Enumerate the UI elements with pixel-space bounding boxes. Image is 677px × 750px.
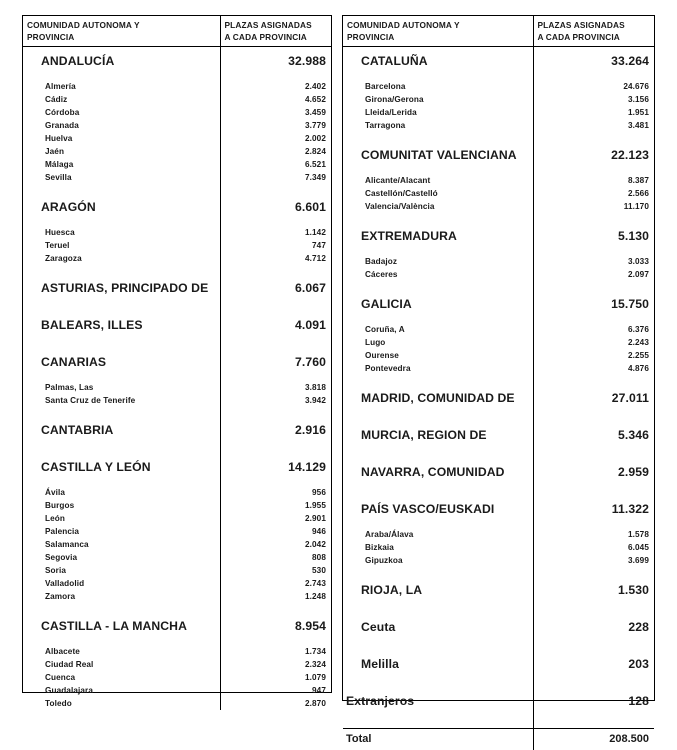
province-value: 2.002 — [305, 133, 326, 143]
table-row-region — [343, 222, 654, 250]
spacer-cell — [23, 444, 220, 453]
province-value: 6.521 — [305, 159, 326, 169]
province-value: 2.743 — [305, 578, 326, 588]
province-label: Tarragona — [343, 119, 533, 132]
province-label: Salamanca — [23, 538, 220, 551]
province-label: Ciudad Real — [23, 658, 220, 671]
province-label: Teruel — [23, 239, 220, 252]
table-row-region — [343, 290, 654, 318]
region-value: 6.067 — [295, 280, 326, 295]
province-value: 956 — [312, 487, 326, 497]
total-label: Total — [343, 729, 533, 750]
spacer-cell — [533, 213, 654, 222]
province-value: 1.734 — [305, 646, 326, 656]
region-value: 8.954 — [295, 618, 326, 633]
region-label: NAVARRA, COMUNIDAD — [343, 458, 533, 486]
region-value: 1.530 — [618, 582, 649, 597]
province-label: Albacete — [23, 645, 220, 658]
table-row-province — [343, 106, 654, 119]
region-label: ARAGÓN — [23, 193, 220, 221]
province-label: Badajoz — [343, 255, 533, 268]
region-value: 128 — [628, 693, 649, 708]
spacer-cell — [220, 184, 331, 193]
table-row-region — [343, 576, 654, 604]
spacer-cell — [343, 715, 533, 729]
region-value: 22.123 — [611, 147, 649, 162]
province-value: 2.870 — [305, 698, 326, 708]
table-row-province — [343, 119, 654, 132]
table-right-body — [343, 47, 654, 750]
table-row-province — [343, 268, 654, 281]
table-row-region — [23, 453, 331, 481]
province-value: 2.901 — [305, 513, 326, 523]
province-label: Pontevedra — [343, 362, 533, 375]
province-label: Girona/Gerona — [343, 93, 533, 106]
spacer-cell — [533, 567, 654, 576]
table-row-province — [23, 577, 331, 590]
spacer-row — [343, 567, 654, 576]
region-label: CATALUÑA — [343, 47, 533, 75]
header-row — [343, 16, 654, 47]
header-comunidad-line1: COMUNIDAD AUTONOMA Y — [27, 20, 140, 30]
table-row-province — [23, 512, 331, 525]
region-label: Ceuta — [343, 613, 533, 641]
spacer-cell — [343, 281, 533, 290]
province-value: 1.578 — [628, 529, 649, 539]
spacer-cell — [343, 604, 533, 613]
spacer-cell — [343, 486, 533, 495]
spacer-cell — [23, 339, 220, 348]
province-label: Lugo — [343, 336, 533, 349]
province-value: 24.676 — [623, 81, 649, 91]
region-value: 11.322 — [611, 501, 649, 516]
spacer-cell — [533, 132, 654, 141]
region-label: ASTURIAS, PRINCIPADO DE — [23, 274, 220, 302]
table-row-province — [23, 252, 331, 265]
province-label: Guadalajara — [23, 684, 220, 697]
table-row-province — [343, 80, 654, 93]
province-label: Ávila — [23, 486, 220, 499]
spacer-row — [23, 302, 331, 311]
region-label: RIOJA, LA — [343, 576, 533, 604]
province-label: Toledo — [23, 697, 220, 710]
table-row-province — [343, 336, 654, 349]
province-label: Alicante/Alacant — [343, 174, 533, 187]
spacer-cell — [220, 603, 331, 612]
region-label: MADRID, COMUNIDAD DE — [343, 384, 533, 412]
header-cell-comunidad — [23, 16, 220, 47]
table-row-province — [23, 394, 331, 407]
region-value: 2.916 — [295, 422, 326, 437]
province-label: Cuenca — [23, 671, 220, 684]
province-label: Zamora — [23, 590, 220, 603]
province-label: Santa Cruz de Tenerife — [23, 394, 220, 407]
table-row-region — [343, 141, 654, 169]
province-value: 11.170 — [623, 201, 649, 211]
spacer-cell — [533, 715, 654, 729]
region-label: MURCIA, REGION DE — [343, 421, 533, 449]
province-label: Jaén — [23, 145, 220, 158]
header-row — [23, 16, 331, 47]
spacer-cell — [533, 678, 654, 687]
spacer-row — [343, 412, 654, 421]
province-value: 2.255 — [628, 350, 649, 360]
spacer-cell — [533, 604, 654, 613]
region-value: 5.346 — [618, 427, 649, 442]
table-row-province — [23, 671, 331, 684]
table-row-province — [343, 323, 654, 336]
province-label: Sevilla — [23, 171, 220, 184]
province-value: 3.779 — [305, 120, 326, 130]
region-value: 14.129 — [288, 459, 326, 474]
province-label: Barcelona — [343, 80, 533, 93]
region-value: 7.760 — [295, 354, 326, 369]
table-right-header — [343, 16, 654, 47]
province-label: Córdoba — [23, 106, 220, 119]
province-label: Gipuzkoa — [343, 554, 533, 567]
region-value: 2.959 — [618, 464, 649, 479]
table-row-region — [343, 421, 654, 449]
table-row-province — [23, 658, 331, 671]
spacer-row — [343, 678, 654, 687]
table-right-grid — [343, 16, 654, 750]
plazas-table-left — [22, 15, 332, 708]
table-row-province — [343, 349, 654, 362]
spacer-cell — [533, 281, 654, 290]
spacer-cell — [343, 412, 533, 421]
region-value: 4.091 — [295, 317, 326, 332]
spacer-cell — [343, 375, 533, 384]
header-cell-plazas — [220, 16, 331, 47]
table-row-province — [23, 239, 331, 252]
province-value: 1.248 — [305, 591, 326, 601]
region-label: Melilla — [343, 650, 533, 678]
province-value: 7.349 — [305, 172, 326, 182]
region-value: 5.130 — [618, 228, 649, 243]
spacer-row — [343, 281, 654, 290]
table-row-province — [343, 93, 654, 106]
region-label: CANTABRIA — [23, 416, 220, 444]
table-row-province — [23, 684, 331, 697]
region-label: BALEARS, ILLES — [23, 311, 220, 339]
table-row-province — [23, 119, 331, 132]
province-label: Lleida/Lerida — [343, 106, 533, 119]
spacer-cell — [23, 184, 220, 193]
spacer-row — [23, 407, 331, 416]
table-row-province — [343, 187, 654, 200]
province-value: 3.818 — [305, 382, 326, 392]
spacer-cell — [23, 265, 220, 274]
spacer-row — [23, 184, 331, 193]
table-row-province — [343, 255, 654, 268]
province-label: Castellón/Castelló — [343, 187, 533, 200]
spacer-cell — [220, 444, 331, 453]
province-value: 4.712 — [305, 253, 326, 263]
province-value: 2.566 — [628, 188, 649, 198]
region-value: 203 — [628, 656, 649, 671]
province-value: 947 — [312, 685, 326, 695]
province-label: Soria — [23, 564, 220, 577]
table-row-province — [23, 80, 331, 93]
table-row-province — [23, 564, 331, 577]
table-row-region — [23, 274, 331, 302]
table-row-region — [343, 613, 654, 641]
plazas-table-right — [342, 15, 655, 746]
province-label: Segovia — [23, 551, 220, 564]
table-row-region — [343, 384, 654, 412]
spacer-row — [343, 641, 654, 650]
spacer-cell — [23, 603, 220, 612]
spacer-cell — [343, 567, 533, 576]
header-cell-plazas — [533, 16, 654, 47]
region-value: 33.264 — [611, 53, 649, 68]
table-row-region — [23, 348, 331, 376]
table-row-region — [23, 612, 331, 640]
table-row-province — [23, 171, 331, 184]
province-value: 747 — [312, 240, 326, 250]
province-label: Huesca — [23, 226, 220, 239]
spacer-cell — [220, 302, 331, 311]
header-plazas-line2: A CADA PROVINCIA — [224, 31, 307, 42]
province-label: León — [23, 512, 220, 525]
spacer-row — [343, 375, 654, 384]
province-label: Cádiz — [23, 93, 220, 106]
table-row-region — [23, 193, 331, 221]
table-row-province — [343, 528, 654, 541]
header-cell-comunidad — [343, 16, 533, 47]
table-row-region — [23, 416, 331, 444]
province-value: 6.376 — [628, 324, 649, 334]
table-row-province — [343, 174, 654, 187]
table-row-province — [23, 499, 331, 512]
region-label: ANDALUCÍA — [23, 47, 220, 75]
province-value: 4.652 — [305, 94, 326, 104]
spacer-cell — [343, 132, 533, 141]
province-label: Valladolid — [23, 577, 220, 590]
province-label: Coruña, A — [343, 323, 533, 336]
province-value: 2.824 — [305, 146, 326, 156]
province-label: Málaga — [23, 158, 220, 171]
table-row-province — [343, 362, 654, 375]
province-label: Burgos — [23, 499, 220, 512]
spacer-cell — [533, 449, 654, 458]
province-value: 1.951 — [628, 107, 649, 117]
header-plazas-line1: PLAZAS ASIGNADAS — [537, 20, 625, 30]
province-label: Cáceres — [343, 268, 533, 281]
spacer-cell — [220, 339, 331, 348]
province-value: 3.156 — [628, 94, 649, 104]
province-value: 1.955 — [305, 500, 326, 510]
province-value: 808 — [312, 552, 326, 562]
province-label: Palmas, Las — [23, 381, 220, 394]
province-value: 2.402 — [305, 81, 326, 91]
province-value: 3.459 — [305, 107, 326, 117]
spacer-cell — [533, 412, 654, 421]
spacer-row — [343, 486, 654, 495]
province-value: 2.243 — [628, 337, 649, 347]
table-row-province — [23, 551, 331, 564]
table-row-region — [343, 650, 654, 678]
province-value: 3.033 — [628, 256, 649, 266]
header-comunidad-line1: COMUNIDAD AUTONOMA Y — [347, 20, 460, 30]
spacer-cell — [220, 265, 331, 274]
province-label: Palencia — [23, 525, 220, 538]
province-value: 3.699 — [628, 555, 649, 565]
table-row-province — [23, 525, 331, 538]
table-row-province — [23, 158, 331, 171]
spacer-row — [23, 339, 331, 348]
province-label: Valencia/València — [343, 200, 533, 213]
header-plazas-line1: PLAZAS ASIGNADAS — [224, 20, 312, 30]
table-row-province — [23, 645, 331, 658]
spacer-cell — [343, 641, 533, 650]
table-row-province — [23, 486, 331, 499]
spacer-row — [343, 449, 654, 458]
province-value: 2.324 — [305, 659, 326, 669]
province-label: Zaragoza — [23, 252, 220, 265]
region-label: Extranjeros — [343, 687, 533, 715]
table-row-province — [343, 554, 654, 567]
table-left-header — [23, 16, 331, 47]
province-value: 4.876 — [628, 363, 649, 373]
table-row-region — [343, 687, 654, 715]
region-label: CASTILLA - LA MANCHA — [23, 612, 220, 640]
province-value: 1.079 — [305, 672, 326, 682]
table-row-region — [343, 47, 654, 75]
table-row-province — [23, 590, 331, 603]
spacer-cell — [220, 407, 331, 416]
spacer-cell — [533, 641, 654, 650]
spacer-row — [23, 603, 331, 612]
spacer-cell — [343, 449, 533, 458]
spacer-row — [343, 132, 654, 141]
spacer-row — [23, 444, 331, 453]
region-value: 6.601 — [295, 199, 326, 214]
table-left-body — [23, 47, 331, 710]
province-value: 1.142 — [305, 227, 326, 237]
table-row-province — [23, 226, 331, 239]
table-row-province — [343, 541, 654, 554]
table-row-total — [343, 729, 654, 750]
region-value: 228 — [628, 619, 649, 634]
spacer-cell — [533, 486, 654, 495]
table-row-province — [23, 106, 331, 119]
region-label: COMUNITAT VALENCIANA — [343, 141, 533, 169]
header-plazas-line2: A CADA PROVINCIA — [537, 31, 620, 42]
region-label: PAÍS VASCO/EUSKADI — [343, 495, 533, 523]
region-label: CANARIAS — [23, 348, 220, 376]
spacer-cell — [343, 213, 533, 222]
province-value: 530 — [312, 565, 326, 575]
region-value: 32.988 — [288, 53, 326, 68]
region-value: 27.011 — [611, 390, 649, 405]
table-row-province — [23, 132, 331, 145]
province-label: Araba/Álava — [343, 528, 533, 541]
table-row-region — [343, 458, 654, 486]
province-value: 2.097 — [628, 269, 649, 279]
region-label: CASTILLA Y LEÓN — [23, 453, 220, 481]
table-row-region — [23, 47, 331, 75]
region-label: EXTREMADURA — [343, 222, 533, 250]
header-comunidad-line2: PROVINCIA — [347, 31, 395, 42]
table-row-province — [23, 538, 331, 551]
total-value: 208.500 — [533, 729, 654, 750]
spacer-cell — [343, 678, 533, 687]
table-left-grid — [23, 16, 331, 710]
spacer-row — [343, 213, 654, 222]
table-row-province — [23, 93, 331, 106]
province-value: 946 — [312, 526, 326, 536]
province-value: 2.042 — [305, 539, 326, 549]
spacer-row — [343, 604, 654, 613]
province-label: Almería — [23, 80, 220, 93]
province-value: 6.045 — [628, 542, 649, 552]
table-row-province — [23, 145, 331, 158]
region-value: 15.750 — [611, 296, 649, 311]
province-value: 3.942 — [305, 395, 326, 405]
table-row-region — [23, 311, 331, 339]
region-label: GALICIA — [343, 290, 533, 318]
table-row-province — [343, 200, 654, 213]
province-label: Bizkaia — [343, 541, 533, 554]
province-label: Huelva — [23, 132, 220, 145]
table-row-region — [343, 495, 654, 523]
province-label: Ourense — [343, 349, 533, 362]
spacer-cell — [533, 375, 654, 384]
header-comunidad-line2: PROVINCIA — [27, 31, 75, 42]
province-value: 8.387 — [628, 175, 649, 185]
spacer-cell — [23, 407, 220, 416]
table-row-province — [23, 381, 331, 394]
spacer-row — [343, 715, 654, 729]
spacer-row — [23, 265, 331, 274]
province-value: 3.481 — [628, 120, 649, 130]
table-row-province — [23, 697, 331, 710]
province-label: Granada — [23, 119, 220, 132]
spacer-cell — [23, 302, 220, 311]
